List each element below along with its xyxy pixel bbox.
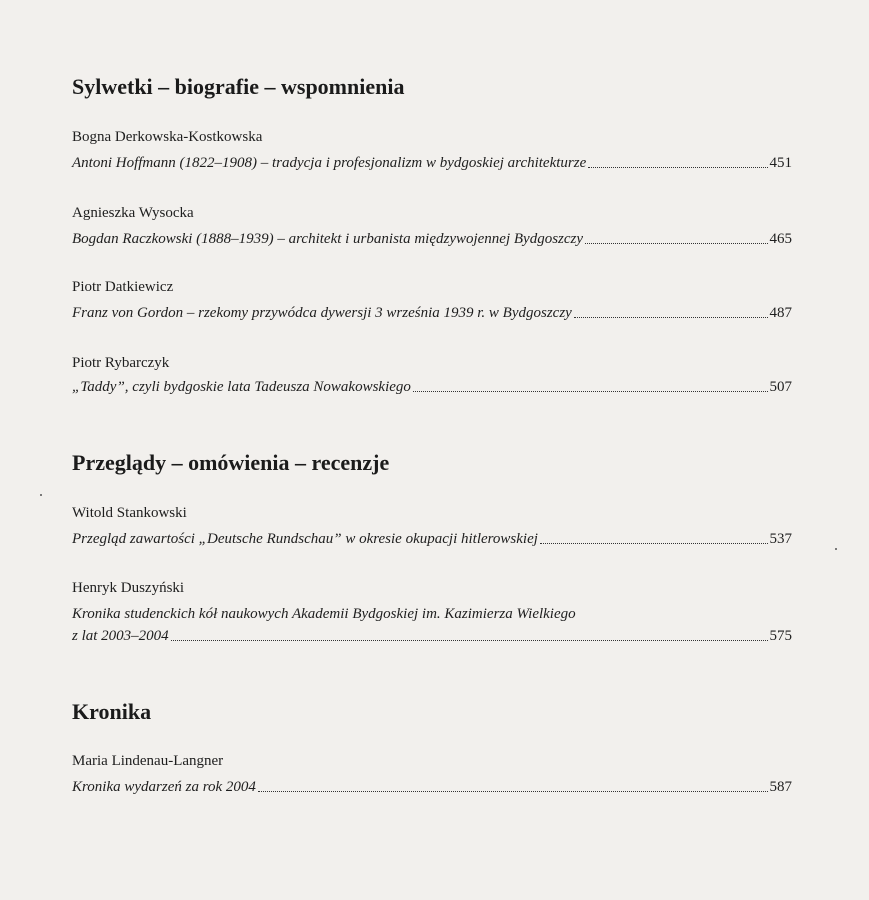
toc-entry[interactable] — [72, 528, 792, 550]
entry-page-number: 575 — [769, 628, 792, 644]
entry-page-number: 487 — [769, 305, 792, 321]
dot-leader — [585, 243, 767, 244]
entry-title: Kronika wydarzeń za rok 2004 — [72, 779, 256, 795]
entry-title-line1: Kronika studenckich kół naukowych Akademii Bydgoskiej im. Kazimierza Wielkiego — [72, 606, 576, 622]
dot-leader — [258, 791, 768, 792]
section-heading-kronika: Kronika — [72, 699, 152, 724]
entry-author: Piotr Rybarczyk — [72, 355, 170, 371]
entry-author: Maria Lindenau-Langner — [72, 753, 224, 769]
toc-entry[interactable] — [72, 603, 792, 647]
entry-title: Franz von Gordon – rzekomy przywódca dywersji 3 września 1939 r. w Bydgoszczy — [72, 305, 572, 321]
entry-author: Piotr Datkiewicz — [72, 279, 174, 295]
dot-leader — [540, 543, 768, 544]
entry-author: Henryk Duszyński — [72, 580, 185, 596]
entry-page-number: 587 — [769, 779, 792, 795]
dot-leader — [588, 167, 767, 168]
entry-author: Witold Stankowski — [72, 505, 187, 521]
entry-title: Przegląd zawartości „Deutsche Rundschau” w okresie okupacji hitlerowskiej — [72, 531, 538, 547]
entry-title: Antoni Hoffmann (1822–1908) – tradycja i profesjonalizm w bydgoskiej architekturze — [72, 155, 587, 171]
entry-page-number: 537 — [769, 531, 792, 547]
toc-entry[interactable] — [72, 152, 792, 174]
toc-entry[interactable] — [72, 302, 792, 324]
entry-title: „Taddy”, czyli bydgoskie lata Tadeusza Nowakowskiego — [72, 379, 411, 395]
dot-leader — [413, 391, 768, 392]
scan-speck — [835, 548, 837, 550]
entry-page-number: 451 — [769, 155, 792, 171]
entry-page-number: 507 — [769, 379, 792, 395]
entry-title-line2: z lat 2003–2004 — [72, 628, 169, 644]
toc-entry[interactable] — [72, 376, 792, 398]
entry-author: Agnieszka Wysocka — [72, 205, 194, 221]
toc-entry[interactable] — [72, 776, 792, 798]
section-heading-sylwetki: Sylwetki – biografie – wspomnienia — [72, 74, 405, 99]
entry-page-number: 465 — [769, 231, 792, 247]
toc-entry[interactable] — [72, 228, 792, 250]
dot-leader — [574, 317, 768, 318]
entry-author: Bogna Derkowska-Kostkowska — [72, 129, 263, 145]
section-heading-przeglady: Przeglądy – omówienia – recenzje — [72, 450, 390, 475]
scan-speck — [40, 494, 42, 496]
entry-title: Bogdan Raczkowski (1888–1939) – architekt i urbanista międzywojennej Bydgoszczy — [72, 231, 584, 247]
dot-leader — [171, 640, 768, 641]
